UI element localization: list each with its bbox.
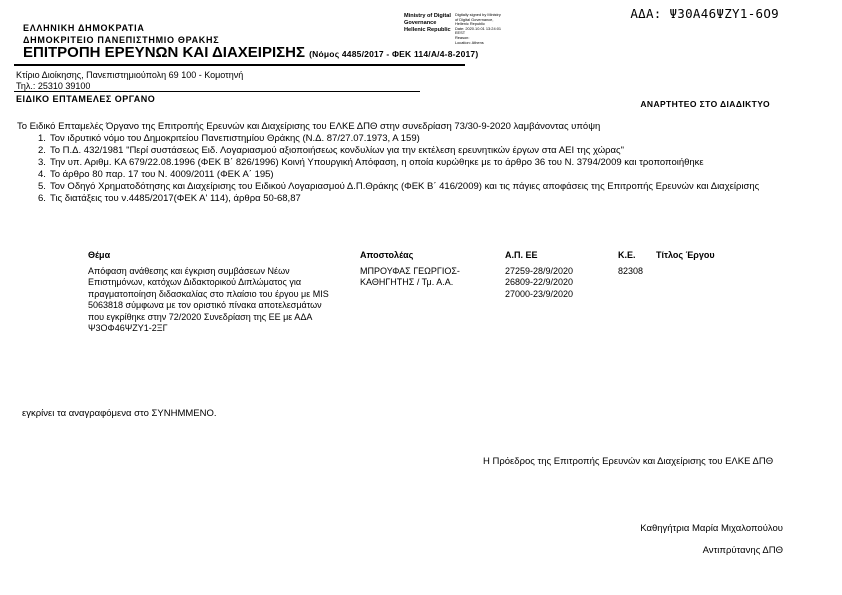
list-item-number: 2.	[38, 145, 46, 156]
approval-statement: εγκρίνει τα αναγραφόμενα στο ΣΥΝΗΜΜΕΝΟ.	[22, 408, 217, 419]
list-item-text: Το Π.Δ. 432/1981 "Περί συστάσεως Ειδ. Λογαριασμού αξιοποιήσεως κονδυλίων για την εκτέλεση ερευνητικών έργων στα ΑΕΙ της χώρας"	[50, 145, 624, 156]
list-item	[38, 145, 780, 157]
column-header-titlos-ergou: Τίτλος Έργου	[656, 250, 715, 260]
contact-divider	[14, 91, 420, 92]
address-line: Κτίριο Διοίκησης, Πανεπιστημιούπολη 69 100 - Κομοτηνή	[16, 70, 244, 80]
header-divider	[14, 64, 465, 66]
organ-label: ΕΙΔΙΚΟ ΕΠΤΑΜΕΛΕΣ ΟΡΓΑΝΟ	[16, 94, 156, 104]
committee-title-law: (Νόμος 4485/2017 - ΦΕΚ 114/Α/4-8-2017)	[309, 49, 479, 59]
university-label: ΔΗΜΟΚΡΙΤΕΙΟ ΠΑΝΕΠΙΣΤΗΜΙΟ ΘΡΑΚΗΣ	[23, 35, 220, 45]
list-item-number: 5.	[38, 181, 46, 192]
list-item-number: 6.	[38, 193, 46, 204]
list-item	[38, 193, 780, 205]
list-item-number: 4.	[38, 169, 46, 180]
signature-detail-line: Date: 2020.10.01 13:24:01	[454, 25, 502, 31]
considerations-list	[38, 133, 780, 205]
column-header-ap-ee: Α.Π. ΕΕ	[505, 250, 538, 260]
list-item-text: Τον ιδρυτικό νόμο του Δημοκριτείου Πανεπιστημίου Θράκης (Ν.Δ. 87/27.07.1973, Α 159)	[50, 133, 420, 144]
signature-detail-line: of Digital Governance,	[454, 16, 494, 22]
signatory-name: Καθηγήτρια Μαρία Μιχαλοπούλου	[640, 523, 783, 534]
list-item-text: Την υπ. Αριθμ. ΚΑ 679/22.08.1996 (ΦΕΚ Β΄ 826/1996) Κοινή Υπουργική Απόφαση, η οποία κυρώθηκε με το άρθρο 36 του Ν. 3794/2009 και τροποποιήθηκε	[50, 157, 704, 168]
list-item-text: Το άρθρο 80 παρ. 17 του Ν. 4009/2011 (ΦΕΚ Α΄ 195)	[50, 169, 274, 180]
signature-detail-line: Digitally signed by Ministry	[454, 12, 501, 17]
signature-authority	[404, 13, 451, 45]
table-cell-thema: Απόφαση ανάθεσης και έγκριση συμβάσεων Νέων Επιστημόνων, κατόχων Διδακτορικού Διπλώματος για πραγματοποίηση διδασκαλίας στο πλαίσιο του έργου με MIS 5063818 σύμφωνα με τον οριστικό πίνακα αποτελεσμάτων που εγκρίθηκε στην 72/2020 Συνεδρίαση της ΕΕ με ΑΔΑ Ψ3ΟΦ46ΨΖΥ1-2ΞΓ	[88, 266, 329, 334]
sender-role: ΚΑΘΗΓΗΤΗΣ / Τμ. Α.Α.	[360, 277, 454, 288]
protocol-number: 27259-28/9/2020	[505, 266, 574, 276]
signature-authority-line: Hellenic Republic	[404, 26, 451, 33]
web-posting-notice: ΑΝΑΡΤΗΤΕΟ ΣΤΟ ΔΙΑΔΙΚΤΥΟ	[640, 99, 770, 109]
list-item	[38, 181, 780, 193]
protocol-number: 27000-23/9/2020	[505, 288, 574, 299]
list-item-text: Τον Οδηγό Χρηματοδότησης και Διαχείρισης του Ειδικού Λογαριασμού Δ.Π.Θράκης (ΦΕΚ Β΄ 416/2009) και τις πάγιες αποφάσεις της Επιτροπής Ερευνών και Διαχείρισης	[50, 181, 760, 192]
list-item-text: Τις διατάξεις του ν.4485/2017(ΦΕΚ Α' 114), άρθρα 50-68,87	[50, 193, 301, 204]
digital-signature-stamp	[404, 13, 501, 45]
ada-number: ΑΔΑ: Ψ30Α46ΨΖΥ1-6Ο9	[630, 6, 779, 21]
signature-authority-line: Ministry of Digital	[404, 13, 451, 19]
signatory-role: Η Πρόεδρος της Επιτροπής Ερευνών και Διαχείρισης του ΕΛΚΕ ΔΠΘ	[483, 456, 774, 467]
list-item-number: 1.	[38, 133, 46, 144]
signature-authority-line: Governance	[404, 19, 437, 26]
signature-detail-line: Location: Athens	[454, 39, 484, 45]
signature-detail-line: Hellenic Republic	[454, 21, 485, 27]
sender-name: ΜΠΡΟΥΦΑΣ ΓΕΩΡΓΙΟΣ-	[360, 266, 460, 276]
protocol-number: 26809-22/9/2020	[505, 277, 574, 288]
committee-title	[23, 44, 478, 61]
republic-label: ΕΛΛΗΝΙΚΗ ΔΗΜΟΚΡΑΤΙΑ	[23, 23, 145, 33]
list-item-number: 3.	[38, 157, 46, 168]
table-cell-ke: 82308	[618, 266, 644, 276]
table-cell-apostoleas	[360, 266, 500, 289]
intro-paragraph: Το Ειδικό Επταμελές Όργανο της Επιτροπής Ερευνών και Διαχείρισης του ΕΛΚΕ ΔΠΘ στην συνεδρίαση 73/30-9-2020 λαμβάνοντας υπόψη	[17, 121, 601, 132]
phone-line: Τηλ.: 25310 39100	[16, 81, 91, 91]
committee-title-text: ΕΠΙΤΡΟΠΗ ΕΡΕΥΝΩΝ ΚΑΙ ΔΙΑΧΕΙΡΙΣΗΣ	[23, 44, 305, 61]
signatory-title: Αντιπρύτανης ΔΠΘ	[702, 545, 783, 556]
table-cell-ap-ee	[505, 266, 615, 300]
column-header-ke: Κ.Ε.	[618, 250, 636, 260]
signature-detail-line: Reason:	[454, 34, 470, 40]
column-header-apostoleas: Αποστολέας	[360, 250, 414, 260]
list-item	[38, 133, 780, 145]
signature-details	[455, 13, 501, 45]
column-header-thema: Θέμα	[88, 250, 111, 260]
signature-detail-line: EEST	[454, 30, 466, 36]
list-item	[38, 169, 780, 181]
list-item	[38, 157, 780, 169]
